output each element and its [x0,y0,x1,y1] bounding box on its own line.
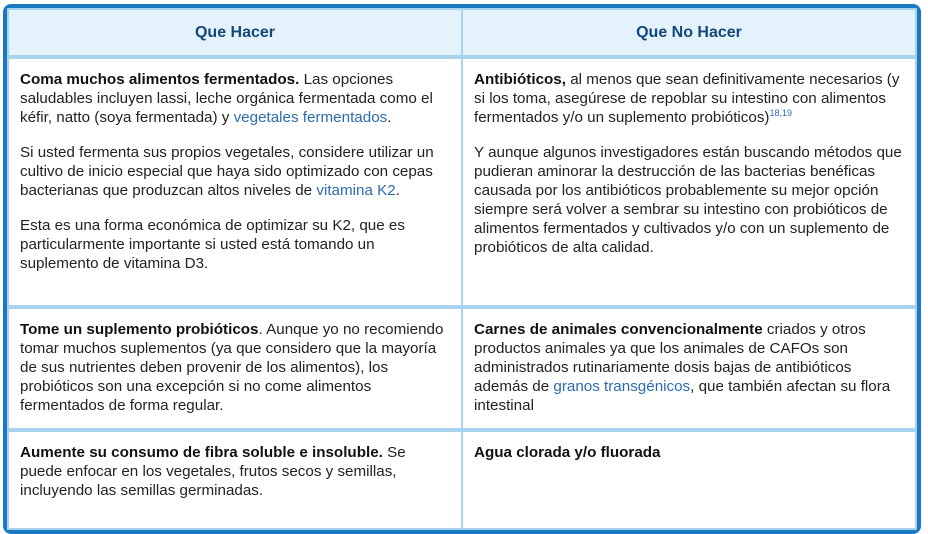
body-text: Las opciones saludables incluyen lassi, leche orgánica fermentada como el kéfir, natto (soya fermentada) y [20,71,433,126]
paragraph: Esta es una forma económica de optimizar su K2, que es particularmente importante si usted está tomando un suplemento de vitamina D3. [20,217,405,272]
table-row [7,57,917,307]
body-text: al menos que sean definitivamente necesarios (y si los toma, asegúrese de repoblar su intestino con alimentos fermentados y/o un suplemento probióticos) [474,71,900,126]
paragraph [20,443,451,500]
bold-lead: Agua clorada y/o fluorada [474,444,661,461]
bold-lead: Tome un suplemento probióticos [20,321,259,338]
bold-lead: Carnes de animales convencionalmente [474,321,763,338]
reference-superscript[interactable]: 18,19 [769,108,793,118]
header-row [7,8,917,57]
cell-fiber [7,430,462,530]
bold-lead: Antibióticos, [474,71,566,88]
cell-probiotic-supplement [7,307,462,430]
cell-conventional-meat [462,307,917,430]
table-row [7,430,917,530]
header-do: Que Hacer [7,8,462,57]
table-row [7,307,917,430]
body-text: criados y otros productos animales ya que los animales de CAFOs son administrados rutinariamente dosis bajas de antibióticos además de [474,321,866,395]
body-text: . Aunque yo no recomiendo tomar muchos suplementos (ya que considero que la mayoría de sus nutrientes deben provenir de los alimentos), los probióticos son una excepción si no come alimentos fermentados de forma regular. [20,321,444,414]
cell-antibiotics [462,57,917,307]
header-dont: Que No Hacer [462,8,917,57]
body-text: Se puede enfocar en los vegetales, frutos secos y semillas, incluyendo las semillas germinadas. [20,444,406,499]
cell-chlorinated-water [462,430,917,530]
body-text: . [395,182,400,199]
body-text: . [387,109,392,126]
paragraph [474,443,905,462]
body-text: , que también afectan su flora intestinal [474,378,891,414]
paragraph [474,320,905,415]
link-gmo-grains[interactable]: granos transgénicos [553,378,691,395]
bold-lead: Aumente su consumo de fibra soluble e insoluble. [20,444,383,461]
paragraph [474,70,905,127]
bold-lead: Coma muchos alimentos fermentados. [20,71,300,88]
link-vitamin-k2[interactable]: vitamina K2 [316,182,396,199]
link-fermented-vegetables[interactable]: vegetales fermentados [233,109,388,126]
paragraph [20,320,451,415]
paragraph [20,70,451,127]
table-frame [3,4,921,534]
paragraph [20,143,451,200]
body-text: Si usted fermenta sus propios vegetales, considere utilizar un cultivo de inicio especial que haya sido optimizado con cepas bacterianas que produzcan altos niveles de [20,144,434,199]
paragraph: Y aunque algunos investigadores están buscando métodos que pudieran aminorar la destrucción de las bacterias benéficas causada por los antibióticos probablemente su mejor opción siempre será volver a sembrar su intestino con probióticos de alimentos fermentados y cultivados y/o con un suplemento de probióticos de alta calidad. [474,144,902,256]
cell-fermented-foods [7,57,462,307]
do-dont-table [7,8,917,530]
